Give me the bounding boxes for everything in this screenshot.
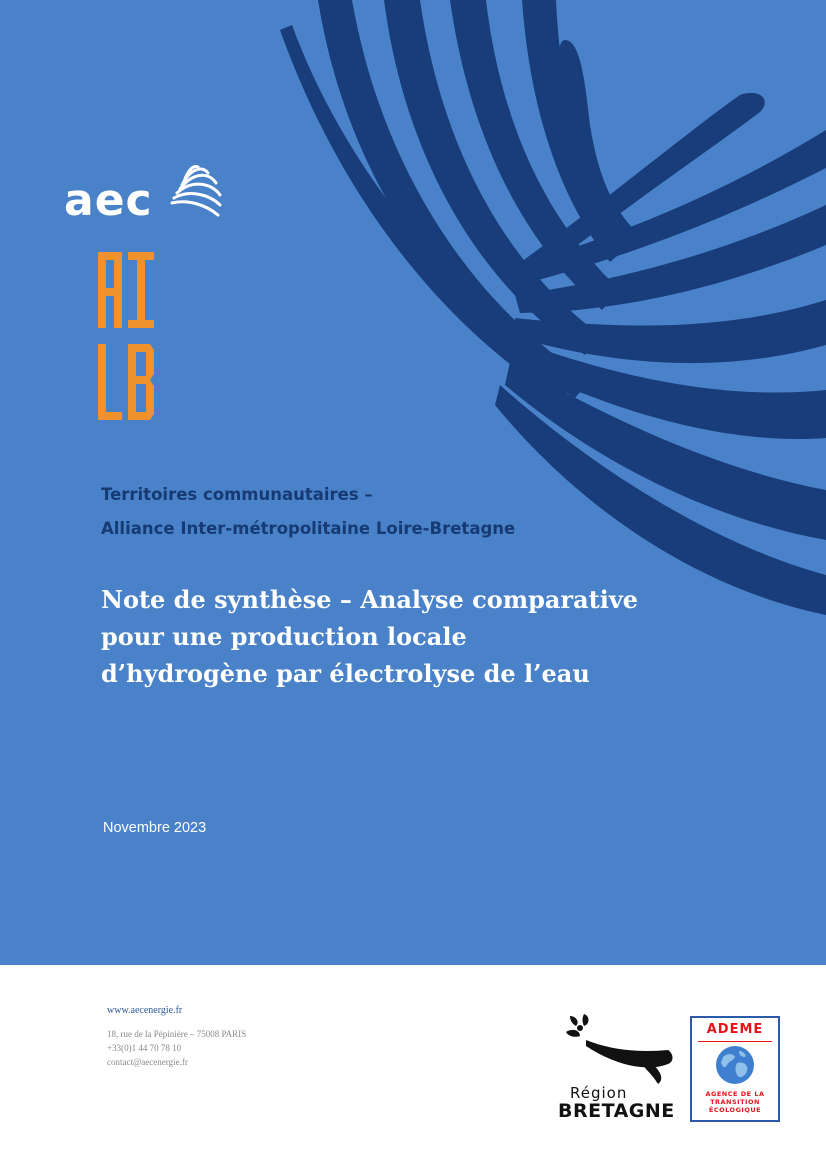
ademe-tagline (692, 1090, 778, 1114)
email-link[interactable]: contact@aecenergie.fr (107, 1057, 188, 1067)
ademe-tag-line-3: ÉCOLOGIQUE (708, 1106, 762, 1114)
subtitle-line-2: Alliance Inter-métropolitaine Loire-Bretagne (101, 519, 516, 538)
publication-date: Novembre 2023 (103, 820, 207, 836)
aec-wordmark: aec (64, 175, 153, 226)
ademe-wordmark: ADEME (706, 1022, 764, 1037)
document-title: Note de synthèse – Analyse comparative pour une production locale d’hydrogène par électrolyse de l’eau (101, 585, 639, 688)
website-link[interactable]: www.aecenergie.fr (107, 1005, 183, 1016)
subtitle-line-1: Territoires communautaires – (101, 485, 373, 504)
cover-subtitle (101, 478, 701, 546)
phone: +33(0)1 44 70 78 10 (107, 1043, 182, 1053)
address: 18, rue de la Pépinière – 75008 PARIS (107, 1029, 247, 1039)
fan-icon (168, 165, 224, 221)
contact-block (107, 1027, 246, 1069)
ermine-icon (556, 1012, 686, 1084)
ailb-logo (94, 250, 158, 422)
ademe-tag-line-2: TRANSITION (710, 1098, 760, 1106)
ademe-divider (698, 1041, 772, 1042)
ademe-logo (690, 1016, 780, 1122)
region-label: Région (570, 1084, 628, 1102)
region-bretagne-logo (556, 1012, 686, 1124)
ademe-tag-line-1: AGENCE DE LA (705, 1090, 765, 1098)
region-name: BRETAGNE (558, 1100, 675, 1122)
globe-icon (715, 1045, 755, 1085)
